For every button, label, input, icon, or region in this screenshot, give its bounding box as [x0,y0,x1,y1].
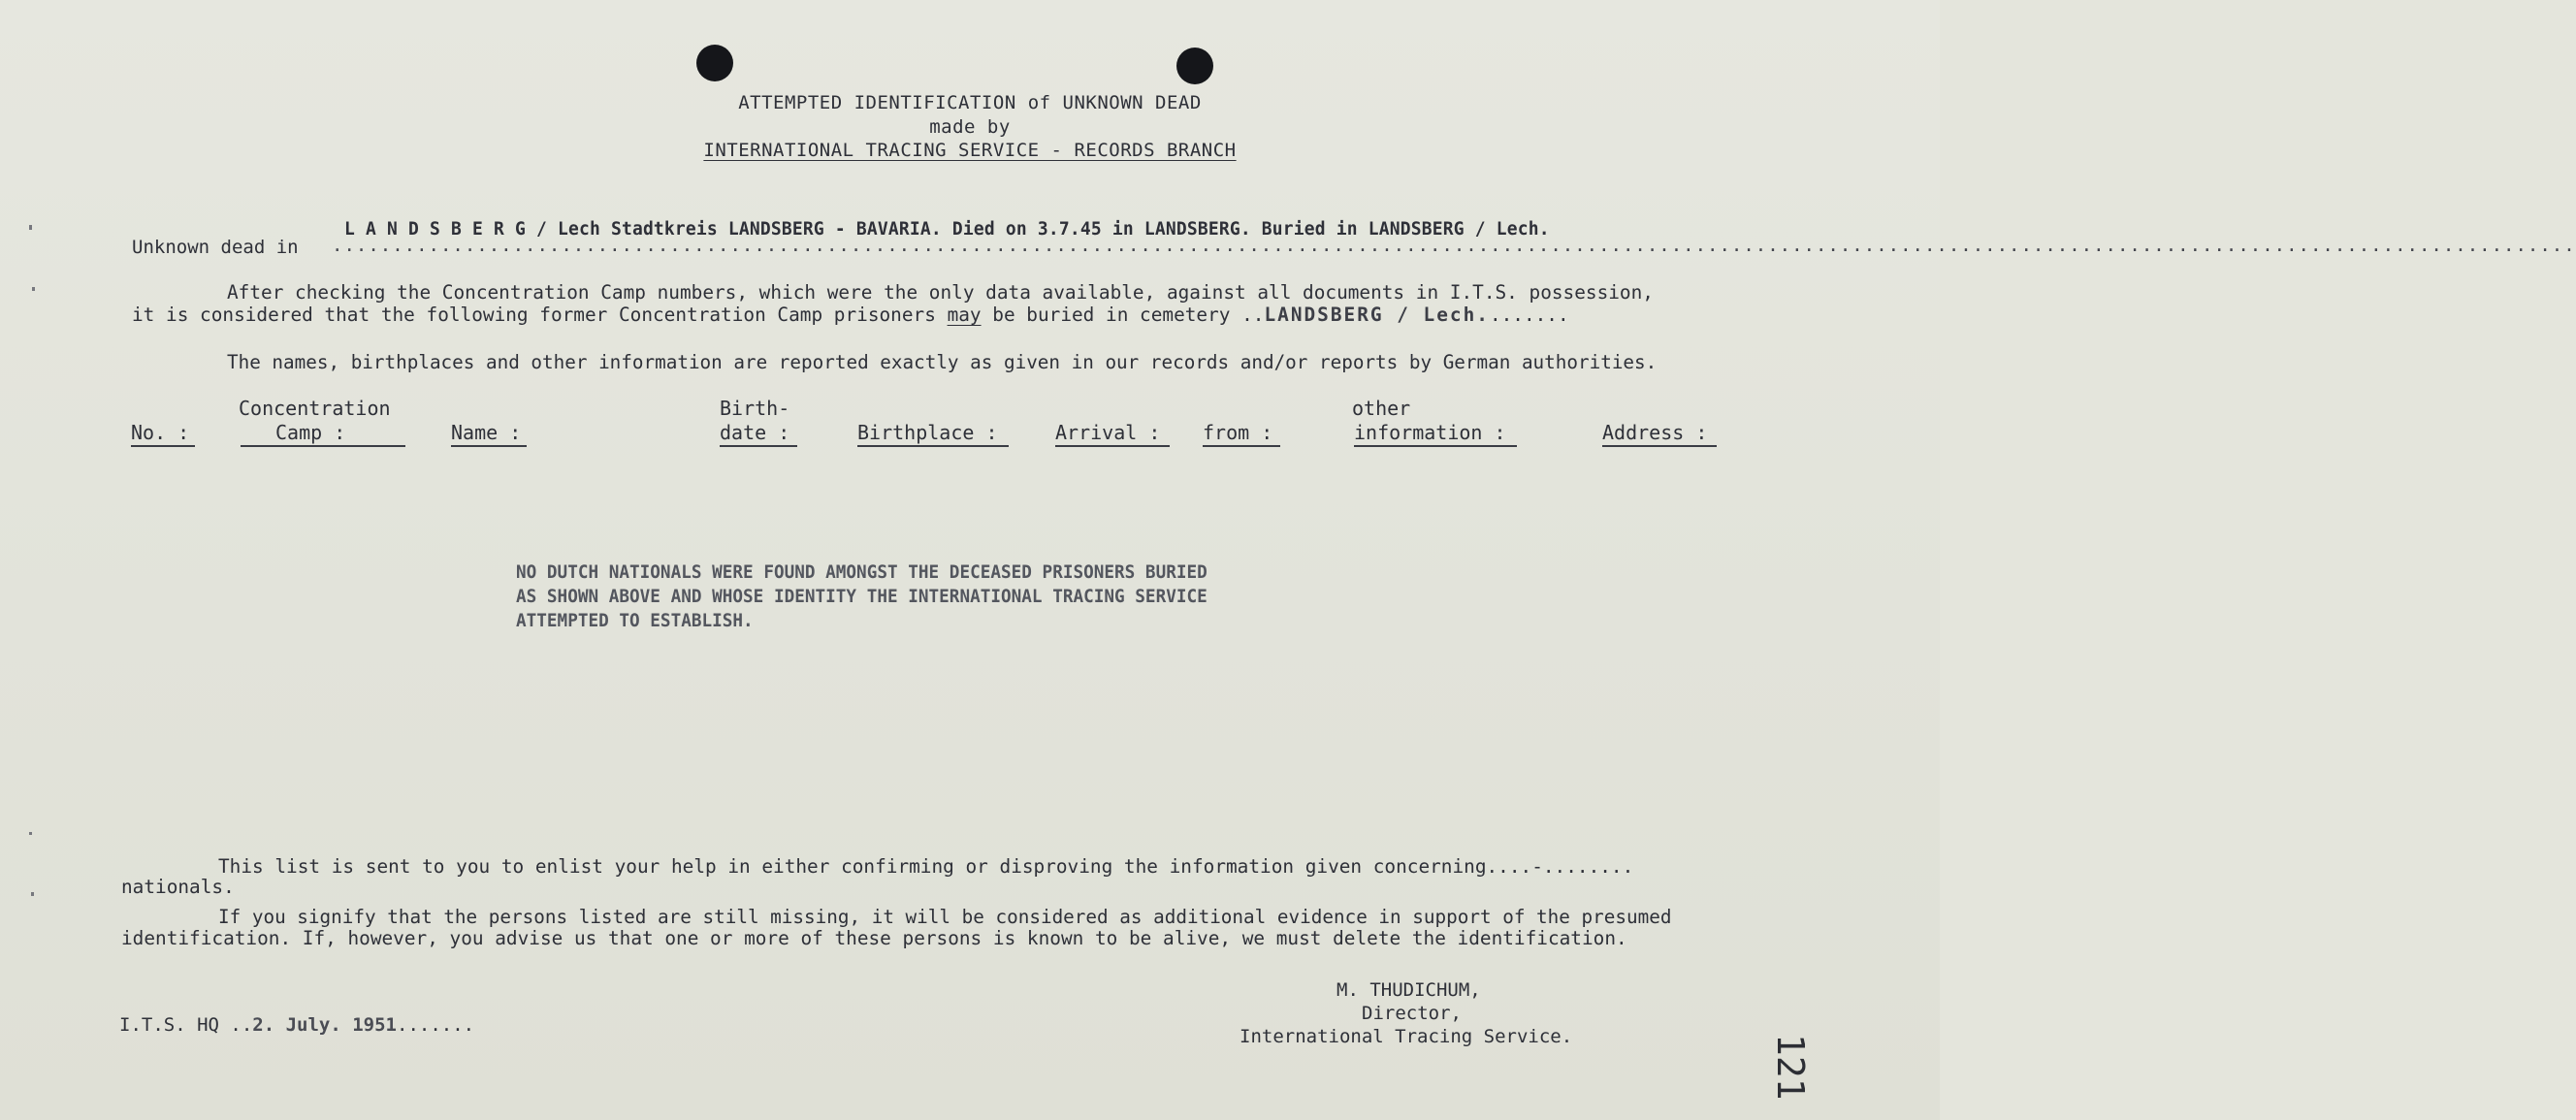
intro-line-2-start: it is considered that the following former Concentration Camp prisoners [132,304,936,326]
title-line-1: ATTEMPTED IDENTIFICATION of UNKNOWN DEAD [738,92,1202,113]
unknown-dead-label: Unknown dead in [132,237,299,258]
intro-trailing-dots: ....... [1489,304,1569,326]
column-birthdate: date : [720,421,797,447]
records-note: The names, birthplaces and other information are reported exactly as given in our records and/or reports by German authorities. [227,351,1658,373]
help-line-1: This list is sent to you to enlist your help in either confirming or disproving the information given concerning....-........ [218,855,1634,878]
signer-title: Director, [1362,1003,1462,1024]
column-birthdate-top: Birth- [720,397,790,420]
unknown-dead-location: L A N D S B E R G / Lech Stadtkreis LANDSBERG - BAVARIA. Died on 3.7.45 in LANDSBERG. Buried in LANDSBERG / Lech. [344,219,1550,240]
signify-line-2: identification. If, however, you advise us that one or more of these persons is known to be alive, we must delete the identification. [121,927,1627,949]
page-number: 121 [1769,1034,1812,1101]
title-line-3: INTERNATIONAL TRACING SERVICE - RECORDS BRANCH [703,140,1237,161]
title-line-2: made by [929,116,1011,138]
stamp-line-3: ATTEMPTED TO ESTABLISH. [516,610,754,631]
intro-may: may [947,304,982,326]
column-address: Address : [1602,421,1717,447]
hq-date: 2. July. 1951 [252,1014,397,1036]
intro-cemetery: LANDSBERG / Lech. [1264,304,1490,326]
column-camp: Camp : [241,421,405,447]
signer-organization: International Tracing Service. [1240,1026,1573,1047]
column-no: No. : [131,421,195,447]
intro-line-2-end: be buried in cemetery .. [992,304,1265,326]
punch-hole-left [696,45,733,81]
stamp-line-2: AS SHOWN ABOVE AND WHOSE IDENTITY THE INTERNATIONAL TRACING SERVICE [516,586,1208,607]
no-dutch-nationals-stamp [516,560,1208,633]
edge-mark [32,287,35,291]
hq-line [119,1014,474,1036]
signify-line-1: If you signify that the persons listed are still missing, it will be considered as additional evidence in support of the presumed [218,906,1672,928]
column-arrival: Arrival : [1055,421,1170,447]
column-from: from : [1203,421,1280,447]
edge-mark [29,225,32,230]
column-camp-top: Concentration [239,397,391,420]
edge-mark [29,832,32,835]
intro-line-1: After checking the Concentration Camp numbers, which were the only data available, against all documents in I.T.S. possession, [227,281,1654,304]
punch-hole-right [1176,48,1213,84]
unknown-dead-dots: .......................................................................................................................................................................................... [332,235,2576,256]
stamp-line-1: NO DUTCH NATIONALS WERE FOUND AMONGST THE DECEASED PRISONERS BURIED [516,561,1208,583]
column-birthplace: Birthplace : [857,421,1009,447]
edge-mark [31,892,34,896]
column-other-information: information : [1354,421,1517,447]
hq-trail: ....... [397,1014,475,1036]
help-line-2: nationals. [121,876,235,898]
column-other-top: other [1352,397,1411,420]
hq-label: I.T.S. HQ .. [119,1014,253,1036]
intro-line-2 [132,304,1569,326]
column-name: Name : [451,421,527,447]
signer-name: M. THUDICHUM, [1336,979,1481,1001]
